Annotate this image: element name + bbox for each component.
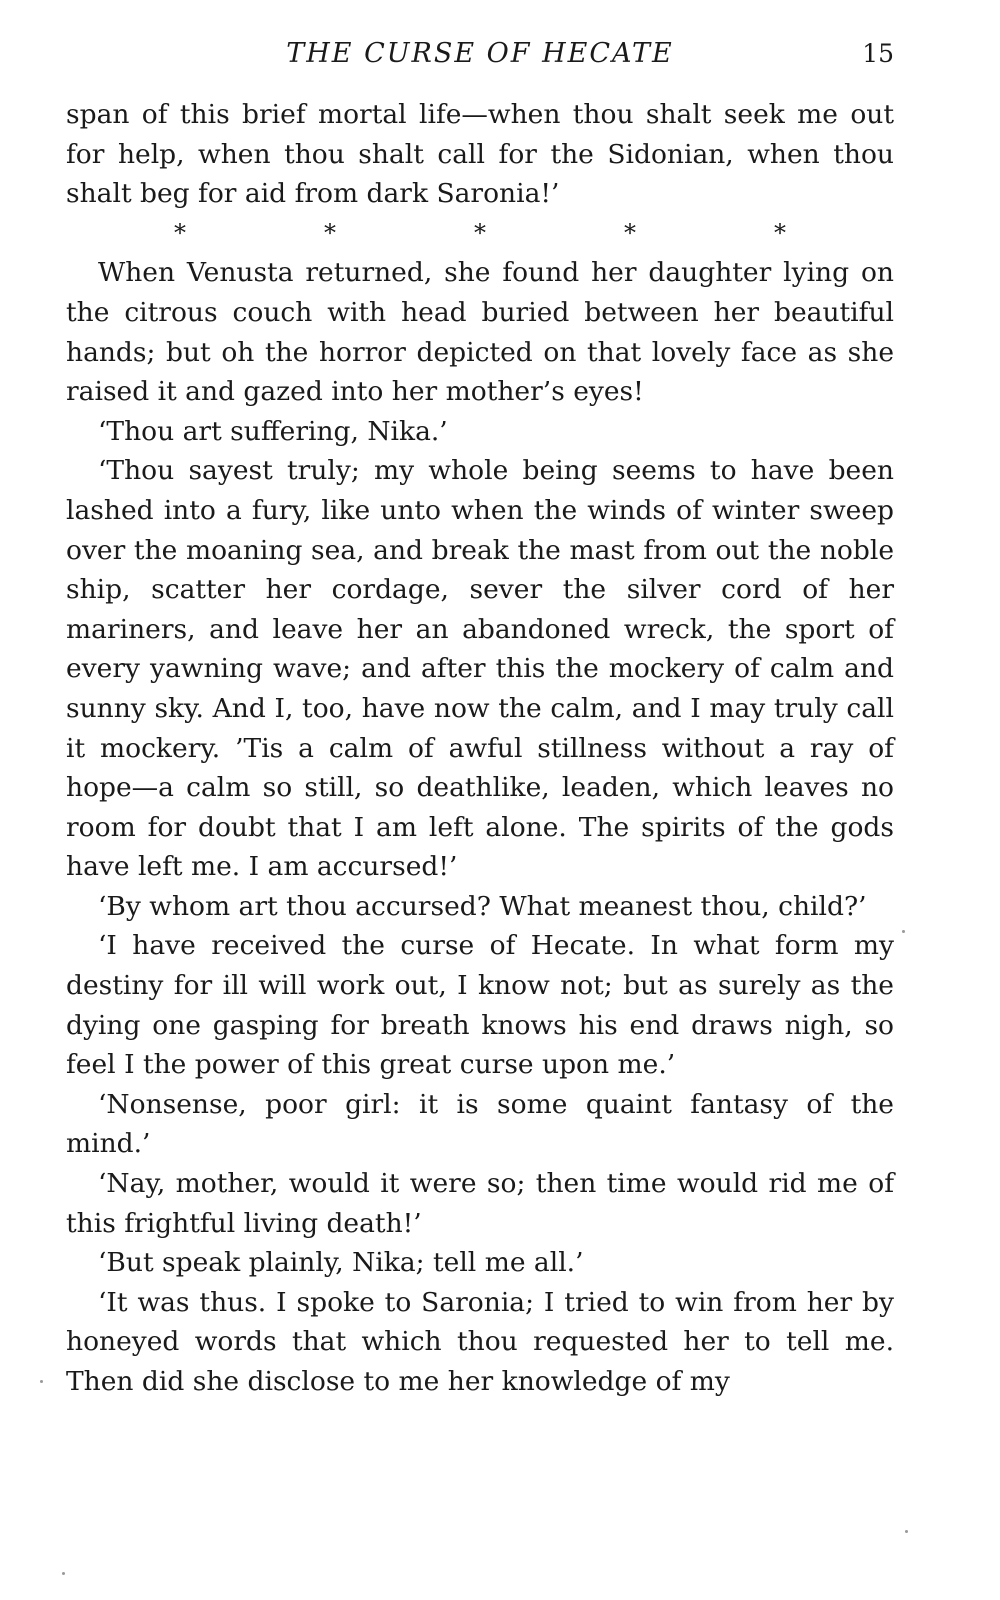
paragraph: When Venusta returned, she found her daughter lying on the citrous couch with head buried between her beautiful hands; but oh the horror depicted on that lovely face as she raised it and gazed into her mother’s eyes! (66, 257, 894, 408)
paragraph-continuation: span of this brief mortal life—when thou shalt seek me out for help, when thou shalt call for the Sidonian, when thou shalt beg for aid from dark Saronia!’ (66, 99, 894, 210)
body-text (66, 95, 894, 1402)
asterisk-mark: * (624, 218, 636, 247)
page-number: 15 (862, 39, 894, 68)
dialogue-paragraph: ‘Nonsense, poor girl: it is some quaint fantasy of the mind.’ (66, 1088, 894, 1160)
section-break (66, 214, 894, 254)
dialogue-paragraph: ‘By whom art thou accursed? What meanest thou, child?’ (98, 890, 867, 922)
dialogue-paragraph: ‘But speak plainly, Nika; tell me all.’ (98, 1247, 584, 1279)
running-header (66, 34, 894, 74)
dialogue-paragraph: ‘I have received the curse of Hecate. In what form my destiny for ill will work out, I know not; but as surely as the dying one gasping for breath knows his end draws nigh, so feel I the power of this great curse upon me.’ (66, 930, 894, 1081)
running-title: THE CURSE OF HECATE (286, 38, 674, 69)
paper-speck (905, 1530, 908, 1533)
paper-speck (40, 1380, 43, 1383)
paper-speck (62, 1572, 65, 1575)
dialogue-paragraph: ‘Nay, mother, would it were so; then time would rid me of this frightful living death!’ (66, 1168, 894, 1239)
asterisk-mark: * (774, 218, 786, 247)
paper-speck (902, 930, 905, 933)
asterisk-mark: * (324, 218, 336, 247)
asterisk-mark: * (174, 218, 186, 247)
dialogue-paragraph: ‘Thou art suffering, Nika.’ (98, 415, 448, 447)
dialogue-paragraph: ‘Thou sayest truly; my whole being seems to have been lashed into a fury, like unto when the winds of winter sweep over the moaning sea, and break the mast from out the noble ship, scatter her cordage, sever the silver cord of her mariners, and leave her an abandoned wreck, the sport of every yawning wave; and after this the mockery of calm and sunny sky. And I, too, have now the calm, and I may truly call it mockery. ’Tis a calm of awful stillness without a ray of hope—a calm so still, so deathlike, leaden, which leaves no room for doubt that I am left alone. The spirits of the gods have left me. I am accursed!’ (66, 455, 894, 883)
dialogue-paragraph: ‘It was thus. I spoke to Saronia; I tried to win from her by honeyed words that which thou requested her to tell me. Then did she disclose to me her knowledge of my (66, 1286, 894, 1397)
asterisk-mark: * (474, 218, 486, 247)
